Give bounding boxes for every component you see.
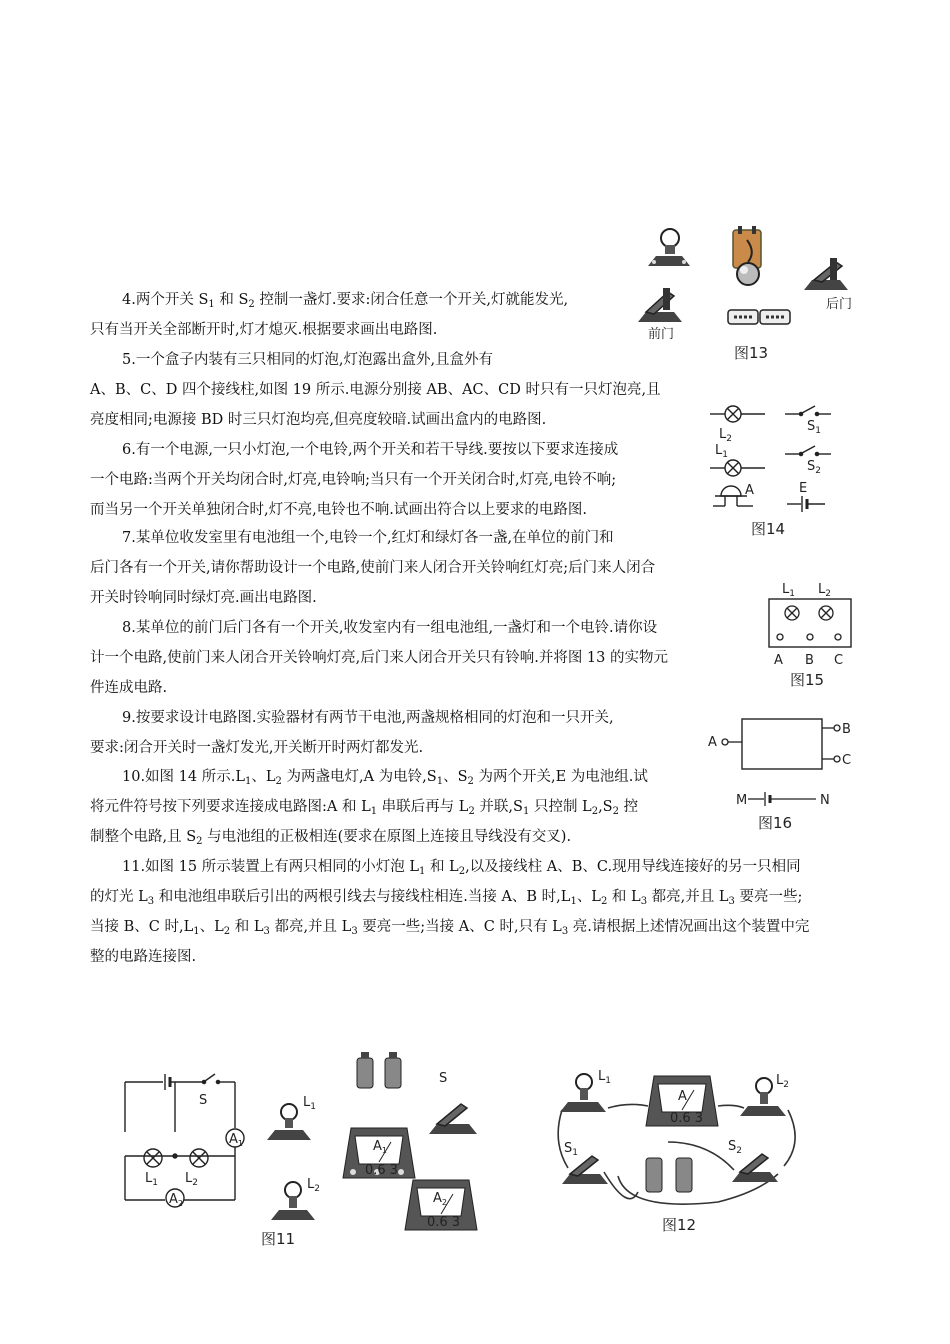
svg-text:L1: $L_1$ [145,1171,158,1188]
svg-text:L1: $L_1$ [303,1095,316,1112]
svg-text:N: N [820,793,830,808]
question-10: 10.如图 14 所示$.L_1$、$L_2$ 为两盏电灯,A 为电铃$,S_1$、$S_2$ 为两个开关,E 为电池组.试 将元件符号按下列要求连接成电路图:A 和 $L_1$ 串联后再与 $L_2$ 并联$,S_1$ 只控制 $L_2,S_2$ 控 制整个电路,且 $S_2$ 与电池组的正极相连(要求在原图上连接且导线没有交叉). [90,769,648,847]
figure-11-switch [429,1104,477,1134]
figure-11-caption: 图11 [261,1230,296,1248]
svg-text:S1: $S_1$ [564,1141,578,1158]
svg-text:A1: $A_1$ [373,1139,387,1155]
svg-text:L2: $L_2$ [185,1171,198,1188]
figure-11-batteries [357,1052,401,1088]
svg-text:S: S [199,1093,208,1108]
bulb-component [648,229,690,266]
svg-text:S2: $S_2$ [807,459,821,476]
front-door-label: 前门 [648,327,675,342]
bell-component [733,226,761,285]
bell-symbol [721,486,741,496]
question-8: 8.某单位的前门后门各有一个开关,收发室内有一组电池组,一盏灯和一个电铃.请你设 计一个电路,使前门来人闭合开关铃响灯亮,后门来人闭合开关只有铃响.并将图 13 的实物元 件连成电路. [90,620,668,696]
battery-component [728,310,790,324]
svg-text:L1: $L_1$ [715,443,728,460]
figure-12-caption: 图12 [662,1216,697,1234]
svg-text:C: C [842,753,852,768]
svg-text:B: B [805,653,814,668]
question-7: 7.某单位收发室里有电池组一个,电铃一个,红灯和绿灯各一盏,在单位的前门和 后门各有一个开关,请你帮助设计一个电路,使前门来人闭合开关铃响红灯亮;后门来人闭合 开关时铃响同时绿灯亮.画出电路图. [90,530,656,606]
back-door-switch [804,258,848,290]
back-door-label: 后门 [826,297,853,312]
svg-text:L1: $L_1$ [598,1069,611,1086]
question-5: 5.一个盒子内装有三只相同的灯泡,灯泡露出盒外,且盒外有 A、B、C、D 四个接线柱,如图 19 所示.电源分别接 AB、AC、CD 时只有一只灯泡亮,且 亮度相同;电源接 BD 时三只灯泡均亮,但亮度较暗.试画出盒内的电路图. [90,352,661,428]
svg-text:S: S [439,1071,448,1086]
svg-text:A2: $A_2$ [433,1191,447,1207]
question-6: 6.有一个电源,一只小灯泡,一个电铃,两个开关和若干导线.要按以下要求连接成 一个电路:当两个开关均闭合时,灯亮,电铃响;当只有一个开关闭合时,灯亮,电铃不响; 而当另一个开关单独闭合时,灯不亮,电铃也不响.试画出符合以上要求的电路图. [90,442,619,518]
figure-15 [760,575,860,690]
figure-12 [548,1062,808,1242]
svg-text:L2: $L_2$ [307,1177,320,1194]
figure-16-caption: 图16 [758,814,793,832]
figure-15-caption: 图15 [790,671,825,689]
svg-text:A: A [745,483,754,498]
svg-text:A: A [774,653,783,668]
figure-12-switch-S2 [732,1154,778,1182]
figure-14-caption: 图14 [751,520,786,538]
figure-14 [705,398,840,543]
svg-text:0.6 3: 0.6 3 [670,1111,704,1126]
svg-text:L2: $L_2$ [719,427,732,444]
front-door-switch [638,288,682,322]
figure-13-caption: 图13 [734,344,769,362]
question-4: 4.两个开关 $S_1$ 和 $S_2$ 控制一盏灯.要求:闭合任意一个开关,灯就能发光, 只有当开关全部断开时,灯才熄灭.根据要求画出电路图. [90,292,569,338]
black-box [742,719,822,769]
svg-text:E: E [799,481,808,496]
svg-text:A: A [708,735,717,750]
svg-text:0.6 3: 0.6 3 [365,1163,399,1178]
svg-text:L2: $L_2$ [818,582,831,599]
figure-11 [115,1048,505,1248]
svg-text:M: M [736,793,748,808]
figure-12-batteries [646,1158,692,1192]
question-11: 11.如图 15 所示装置上有两只相同的小灯泡 $L_1$ 和 $L_2$,以及接线柱 A、B、C.现用导线连接好的另一只相同 的灯光 $L_3$ 和电池组串联后引出的两根引线去与接线柱相连.当接 A、B 时$,L_1$、$L_2$ 和 $L_3$ 都亮,并且 $L_3$ 要亮一些; 当接 B、C 时$,L_1$、$L_2$ 和 $L_3$ 都亮,并且 $L_3$ 要亮一些;当接 A、C 时,只有 $L_3$ 亮.请根据上述情况画出这个装置中完 整的电路连接图. [90,859,810,965]
svg-text:L1: $L_1$ [782,582,795,599]
svg-text:0.6 3: 0.6 3 [427,1215,461,1230]
svg-text:S1: $S_1$ [807,419,821,436]
svg-text:A2: $A_2$ [169,1192,183,1208]
figure-11-circuit-diagram [125,1074,244,1207]
svg-text:A: A [678,1089,687,1104]
svg-text:S2: $S_2$ [728,1139,742,1156]
figure-12-switch-S1 [562,1156,608,1184]
figure-16 [700,715,860,835]
question-9: 9.按要求设计电路图.实验器材有两节干电池,两盏规格相同的灯泡和一只开关, 要求:闭合开关时一盏灯发光,开关断开时两灯都发光. [90,710,614,756]
svg-text:L2: $L_2$ [776,1073,789,1090]
svg-text:C: C [834,653,844,668]
svg-text:A1: $A_1$ [229,1132,243,1148]
svg-text:B: B [842,722,851,737]
figure-13 [630,218,860,366]
